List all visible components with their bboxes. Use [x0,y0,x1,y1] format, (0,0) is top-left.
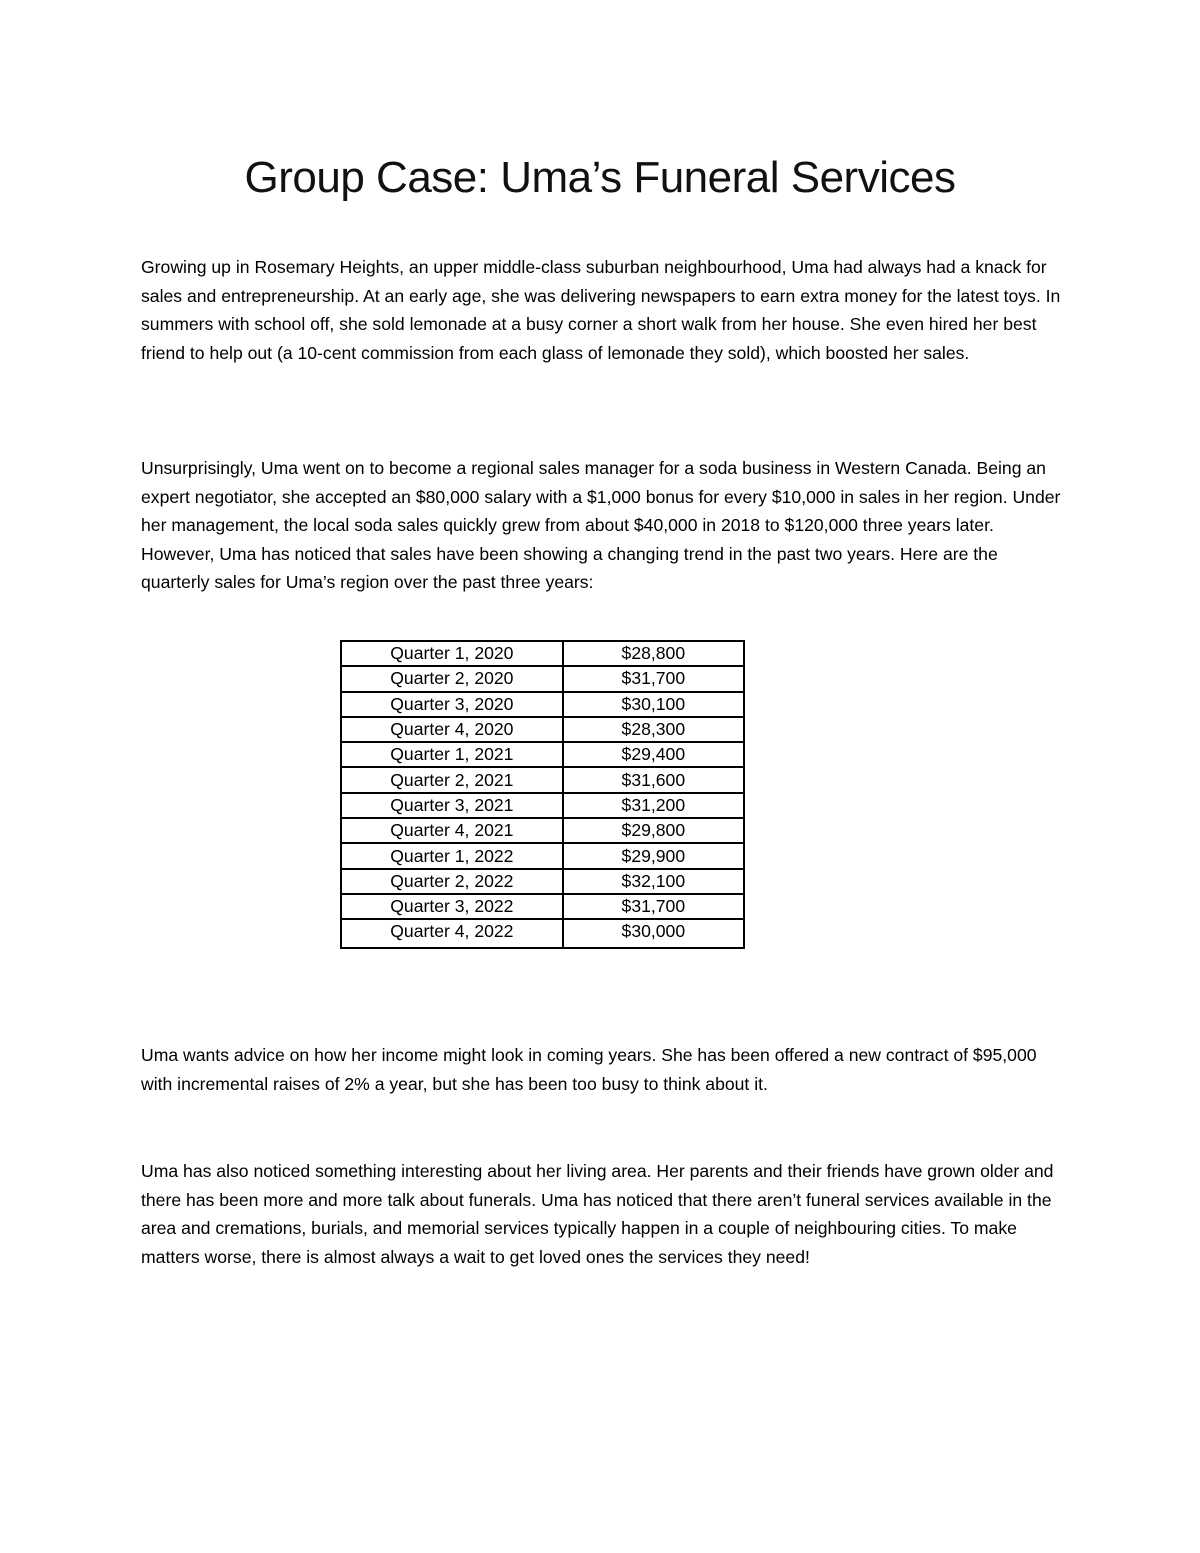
sales-cell: $29,900 [563,843,744,868]
sales-cell: $29,400 [563,742,744,767]
table-row [341,717,744,742]
table-row [341,919,744,948]
quarter-cell: Quarter 4, 2022 [341,919,563,948]
table-row [341,843,744,868]
table-row [341,742,744,767]
quarter-cell: Quarter 4, 2021 [341,818,563,843]
paragraph-contract-offer: Uma wants advice on how her income might look in coming years. She has been offered a new contract of $95,000 with incremental raises of 2% a year, but she has been too busy to think about it. [141,1045,1037,1094]
sales-cell: $31,700 [563,666,744,691]
quarter-cell: Quarter 2, 2022 [341,869,563,894]
quarter-cell: Quarter 1, 2021 [341,742,563,767]
table-row [341,692,744,717]
sales-cell: $31,700 [563,894,744,919]
quarter-cell: Quarter 3, 2021 [341,793,563,818]
table-row [341,666,744,691]
sales-cell: $28,300 [563,717,744,742]
paragraph-funeral-opportunity: Uma has also noticed something interesting about her living area. Her parents and their friends have grown older and there has been more and more talk about funerals. Uma has noticed that there aren’t funeral services available in the area and cremations, burials, and memorial services typically happen in a couple of neighbouring cities. To make matters worse, there is almost always a wait to get loved ones the services they need! [141,1161,1054,1267]
quarter-cell: Quarter 3, 2020 [341,692,563,717]
table-row [341,894,744,919]
table-row [341,869,744,894]
sales-cell: $32,100 [563,869,744,894]
sales-cell: $29,800 [563,818,744,843]
quarter-cell: Quarter 1, 2020 [341,641,563,666]
sales-cell: $30,000 [563,919,744,948]
quarter-cell: Quarter 1, 2022 [341,843,563,868]
paragraph-career: Unsurprisingly, Uma went on to become a regional sales manager for a soda business in Western Canada. Being an expert negotiator, she accepted an $80,000 salary with a $1,000 bonus for every $10,000 in sales in her region. Under her management, the local soda sales quickly grew from about $40,000 in 2018 to $120,000 three years later. However, Uma has noticed that sales have been showing a changing trend in the past two years. Here are the quarterly sales for Uma’s region over the past three years: [141,458,1061,593]
document-title: Group Case: Uma’s Funeral Services [244,153,956,202]
quarter-cell: Quarter 4, 2020 [341,717,563,742]
table-row [341,818,744,843]
paragraph-childhood: Growing up in Rosemary Heights, an upper middle-class suburban neighbourhood, Uma had always had a knack for sales and entrepreneurship. At an early age, she was delivering newspapers to earn extra money for the latest toys. In summers with school off, she sold lemonade at a busy corner a short walk from her house. She even hired her best friend to help out (a 10-cent commission from each glass of lemonade they sold), which boosted her sales. [141,257,1061,363]
sales-cell: $30,100 [563,692,744,717]
quarter-cell: Quarter 2, 2020 [341,666,563,691]
quarter-cell: Quarter 2, 2021 [341,767,563,792]
sales-cell: $31,600 [563,767,744,792]
sales-cell: $31,200 [563,793,744,818]
table-row [341,641,744,666]
table-row [341,793,744,818]
quarterly-sales-table [340,640,745,949]
quarter-cell: Quarter 3, 2022 [341,894,563,919]
sales-cell: $28,800 [563,641,744,666]
table-row [341,767,744,792]
